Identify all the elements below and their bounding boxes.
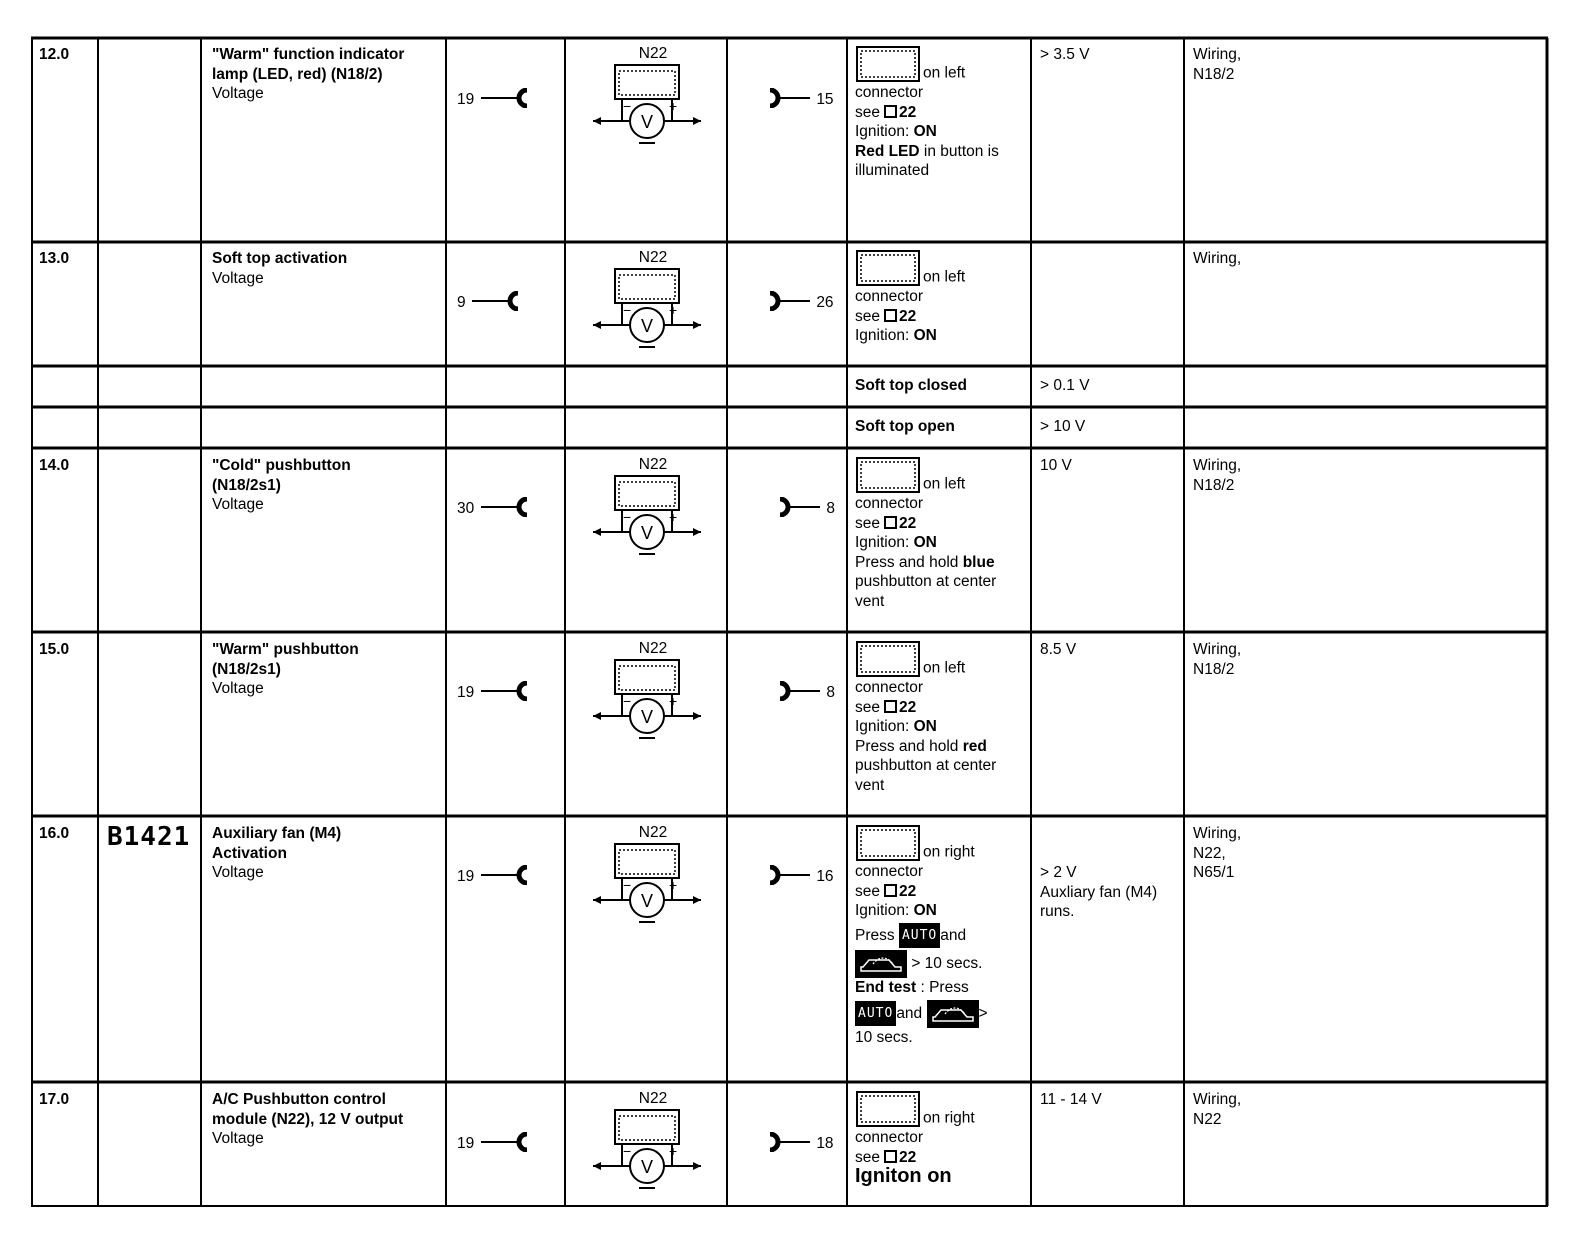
test-subtitle: Voltage [212,85,264,102]
test-description [212,249,440,288]
spec-value [1040,863,1180,922]
test-description [212,640,412,699]
spec-value: > 10 V [1040,418,1086,435]
ignition-value: ON [913,327,937,344]
fault-code: B1421 [107,822,191,852]
pin-left-number: 19 [457,91,475,108]
connector-word: connector [855,288,924,305]
note-line: N18/2 [1193,660,1235,678]
ignition-note: Igniton on [855,1165,952,1187]
connector-word: connector [855,863,924,880]
connector-side: on left [923,659,966,677]
pin-right [778,681,835,702]
pin-plug-icon [768,865,812,885]
test-subtitle: Voltage [212,680,264,697]
end-test-press: : Press [916,979,969,996]
duration-text: > 10 secs. [911,955,983,973]
note-line: Wiring, [1193,825,1242,842]
press-instruction-tail: pushbutton at center vent [855,573,997,610]
svg-text:+: + [669,98,678,114]
module-label: N22 [638,45,668,62]
spec-value: 8.5 V [1040,641,1077,658]
svg-text:−: − [623,98,632,114]
remedy-notes [1193,249,1241,269]
svg-text:+: + [669,693,678,709]
pin-left-number: 19 [457,1135,475,1152]
test-description [212,456,412,515]
recirculation-button-icon [927,1000,979,1028]
pin-left-number: 19 [457,868,475,885]
condition-label: Soft top open [855,418,955,435]
module-label: N22 [638,640,668,657]
see-reference: 22 [899,882,917,900]
socket-plug-icon [479,497,529,517]
svg-text:−: − [623,302,632,318]
see-label: see [855,882,880,900]
connector-icon [855,45,921,83]
svg-text:+: + [669,302,678,318]
svg-text:−: − [623,877,632,893]
test-subtitle: Voltage [212,1130,264,1147]
reference-box-icon [884,700,897,713]
voltmeter-icon [589,1108,707,1200]
pin-plug-icon [778,681,822,701]
test-description [212,45,440,104]
pin-right [768,1132,834,1153]
module-label: N22 [638,824,668,841]
remedy-notes [1193,45,1241,84]
ignition-label: Ignition: [855,123,910,140]
test-conditions [855,456,1027,611]
spec-voltage: > 2 V [1040,864,1077,881]
reference-box-icon [884,516,897,529]
remedy-notes [1193,824,1241,883]
test-subtitle: Voltage [212,269,264,287]
ignition-value: ON [913,123,937,140]
reference-box-icon [884,105,897,118]
pin-left-number: 30 [457,500,475,517]
socket-plug-icon [470,291,520,311]
pin-left [457,1132,529,1153]
test-subtitle: Voltage [212,864,264,881]
ignition-label: Ignition: [855,902,910,919]
test-conditions [855,1090,1027,1188]
spec-value: > 3.5 V [1040,46,1090,63]
svg-text:−: − [623,1143,632,1159]
connector-side: on left [923,268,966,286]
connector-icon [855,456,921,494]
test-title: A/C Pushbutton control module (N22), 12 V output [212,1091,404,1128]
pin-left [457,88,529,109]
voltmeter-icon [589,63,707,155]
module-label: N22 [638,1090,668,1107]
spec-value: > 0.1 V [1040,377,1090,394]
pin-right-number: 15 [816,91,834,108]
see-label: see [855,307,880,325]
svg-text:V: V [640,316,654,336]
ignition-value: ON [913,534,937,551]
press-instruction: Press and hold [855,553,963,571]
voltmeter-diagram [589,824,707,939]
step-number: 13.0 [39,250,70,267]
svg-text:−: − [623,509,632,525]
test-conditions [855,640,1027,795]
press-instruction: Press and hold [855,737,963,755]
voltmeter-diagram [589,249,707,364]
connector-side: on left [923,64,966,82]
note-line: N65/1 [1193,864,1235,881]
svg-text:+: + [669,877,678,893]
condition-label: Soft top closed [855,377,967,394]
connector-word: connector [855,1129,924,1146]
ignition-label: Ignition: [855,534,910,551]
reference-box-icon [884,1150,897,1163]
socket-plug-icon [479,88,529,108]
test-title: Auxiliary fan (M4) Activation [212,825,342,862]
svg-text:−: − [623,693,632,709]
pin-right-number: 26 [816,294,834,311]
note-line: Wiring, [1193,457,1242,474]
pin-left [457,865,529,886]
pin-plug-icon [768,1132,812,1152]
connector-icon [855,824,921,862]
see-label: see [855,514,880,532]
voltmeter-diagram [589,640,707,755]
ignition-label: Ignition: [855,718,910,735]
pin-right [768,291,834,312]
remedy-notes [1193,640,1241,679]
test-title: "Warm" pushbutton (N18/2s1) [212,641,359,678]
spec-value: 11 - 14 V [1040,1091,1102,1108]
see-reference: 22 [899,514,917,532]
press-label: Press [855,926,895,944]
see-reference: 22 [899,1148,917,1166]
pin-left [457,681,529,702]
auto-button-icon: AUTO [855,1001,896,1027]
reference-box-icon [884,884,897,897]
connector-side: on right [923,1109,975,1127]
voltmeter-icon [589,267,707,359]
step-number: 17.0 [39,1091,70,1108]
condition-emphasis: Red LED [855,142,920,160]
pin-left [457,497,529,518]
pin-right-number: 8 [826,500,835,517]
reference-box-icon [884,309,897,322]
pin-right [768,88,834,109]
module-label: N22 [638,249,668,266]
pin-right-number: 16 [816,868,834,885]
spec-value: 10 V [1040,457,1072,474]
step-number: 12.0 [39,46,70,63]
connector-side: on left [923,475,966,493]
pin-right-number: 18 [816,1135,834,1152]
svg-text:+: + [669,509,678,525]
auto-button-icon: AUTO [899,923,940,949]
test-conditions [855,824,1027,1047]
pin-left-number: 19 [457,684,475,701]
pin-left [457,291,520,312]
step-number: 14.0 [39,457,70,474]
pin-plug-icon [768,88,812,108]
voltmeter-icon [589,474,707,566]
and-label: and [940,926,967,944]
remedy-notes [1193,1090,1241,1129]
note-line: Wiring, [1193,1091,1242,1108]
svg-text:V: V [640,707,654,727]
connector-word: connector [855,679,924,696]
condition-text: in button is illuminated [855,142,999,179]
see-reference: 22 [899,307,917,325]
svg-text:V: V [640,1157,654,1177]
test-title: Soft top activation [212,250,348,267]
note-line: Wiring, [1193,250,1242,267]
and-label: and [896,1004,923,1022]
remedy-notes [1193,456,1241,495]
connector-side: on right [923,843,975,861]
see-reference: 22 [899,698,917,716]
note-line: N18/2 [1193,476,1235,494]
note-line: Wiring, [1193,46,1242,63]
test-description [212,1090,442,1149]
voltmeter-diagram [589,45,707,160]
note-line: N22 [1193,1110,1222,1128]
connector-word: connector [855,495,924,512]
voltmeter-diagram [589,456,707,571]
connector-word: connector [855,84,924,101]
ignition-label: Ignition: [855,327,910,344]
ignition-value: ON [913,718,937,735]
see-label: see [855,698,880,716]
step-number: 16.0 [39,825,70,842]
recirculation-button-icon [855,950,907,978]
press-color: red [962,737,987,755]
pin-right-number: 8 [826,684,835,701]
test-conditions [855,45,1027,181]
voltmeter-icon [589,658,707,750]
pin-left-number: 9 [457,294,466,311]
see-label: see [855,1148,880,1166]
press-color: blue [962,553,995,571]
connector-icon [855,1090,921,1128]
socket-plug-icon [479,865,529,885]
socket-plug-icon [479,1132,529,1152]
gt-symbol: > [978,1004,988,1022]
end-test-label: End test [855,979,917,996]
svg-text:V: V [640,112,654,132]
test-subtitle: Voltage [212,496,264,513]
note-line: N22, [1193,844,1226,862]
connector-icon [855,249,921,287]
test-title: "Cold" pushbutton (N18/2s1) [212,457,351,494]
pin-right [778,497,835,518]
voltmeter-icon [589,842,707,934]
ignition-value: ON [913,902,937,919]
voltmeter-diagram [589,1090,707,1205]
press-instruction-tail: pushbutton at center vent [855,757,997,794]
see-label: see [855,103,880,121]
test-conditions [855,249,1027,346]
socket-plug-icon [479,681,529,701]
note-line: N18/2 [1193,65,1235,83]
svg-text:V: V [640,523,654,543]
spec-description: Auxliary fan (M4) runs. [1040,883,1158,920]
pin-right [768,865,834,886]
module-label: N22 [638,456,668,473]
note-line: Wiring, [1193,641,1242,658]
see-reference: 22 [899,103,917,121]
pin-plug-icon [768,291,812,311]
pin-plug-icon [778,497,822,517]
step-number: 15.0 [39,641,70,658]
duration-text: 10 secs. [855,1028,913,1046]
test-description [212,824,412,883]
svg-text:V: V [640,891,654,911]
connector-icon [855,640,921,678]
svg-text:+: + [669,1143,678,1159]
test-title: "Warm" function indicator lamp (LED, red) (N18/2) [212,46,405,83]
